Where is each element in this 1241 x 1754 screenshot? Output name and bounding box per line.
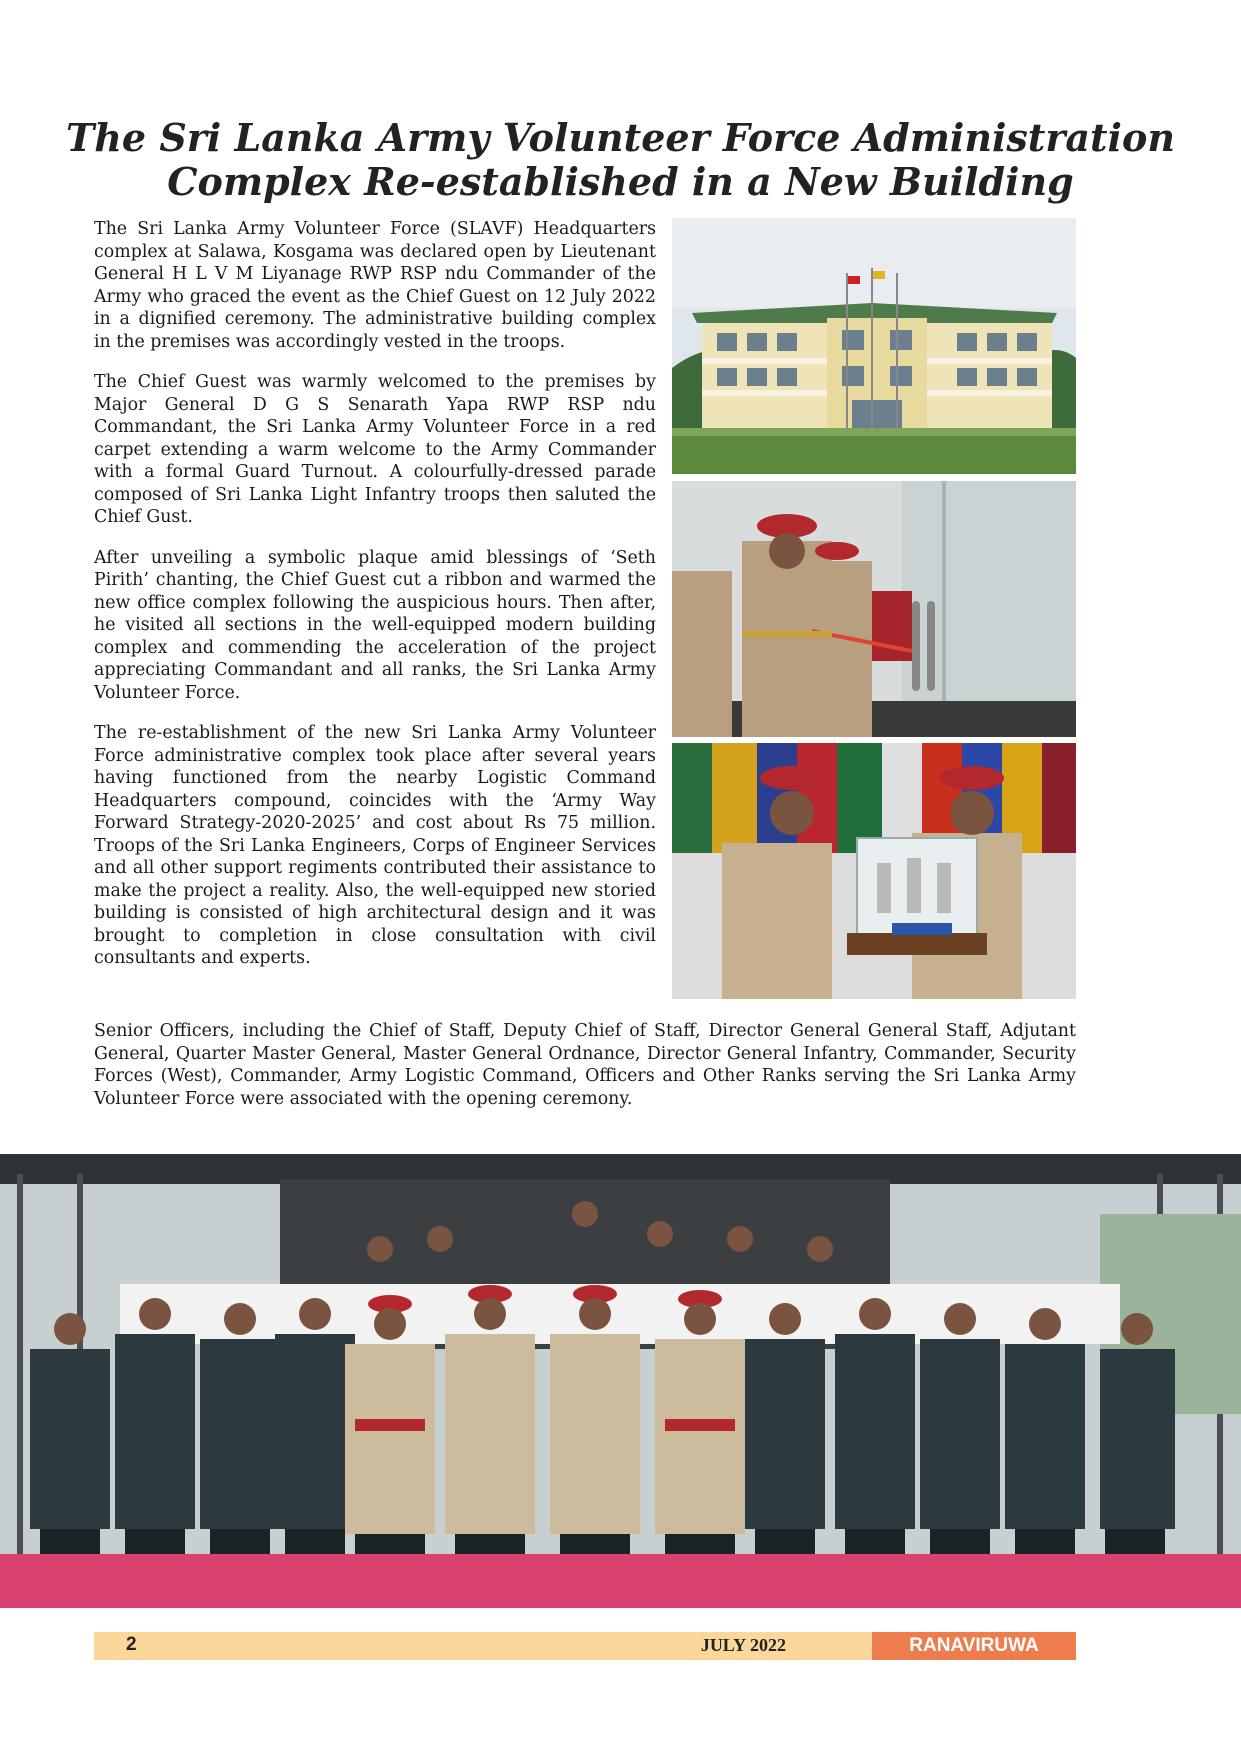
memento-presentation-photo <box>672 743 1076 999</box>
article-body-column <box>94 218 656 988</box>
paragraph-2: The Chief Guest was warmly welcomed to the premises by Major General D G S Senarath Yapa RWP RSP ndu Commandant, the Sri Lanka Army Volunteer Force in a red carpet extending a warm welcome to the Army Commander with a formal Guard Turnout. A colourfully-dressed parade composed of Sri Lanka Light Infantry troops then saluted the Chief Gust. <box>94 372 656 527</box>
title-line-1: The Sri Lanka Army Volunteer Force Administration <box>66 115 1175 160</box>
article-title <box>60 116 1181 204</box>
issue-date: JULY 2022 <box>700 1635 786 1655</box>
ribbon-cutting-photo <box>672 481 1076 737</box>
page-footer <box>94 1632 1076 1660</box>
group-photo <box>0 1154 1241 1608</box>
paragraph-1: The Sri Lanka Army Volunteer Force (SLAVF) Headquarters complex at Salawa, Kosgama was declared open by Lieutenant General H L V M Liyanage RWP RSP ndu Commander of the Army who graced the event as the Chief Guest on 12 July 2022 in a dignified ceremony. The administrative building complex in the premises was accordingly vested in the troops. <box>94 219 656 352</box>
building-exterior-photo <box>672 218 1076 474</box>
title-line-2: Complex Re-established in a New Building <box>167 159 1074 204</box>
paragraph-4: The re-establishment of the new Sri Lanka Army Volunteer Force administrative complex took place after several years having functioned from the nearby Logistic Command Headquarters compound, coincides with the ‘Army Way Forward Strategy-2020-2025’ and cost about Rs 75 million. Troops of the Sri Lanka Engineers, Corps of Engineer Services and all other support regiments contributed their assistance to make the project a reality. Also, the well-equipped new storied building is consisted of high architectural design and it was brought to completion in close consultation with civil consultants and experts. <box>94 723 656 968</box>
page-number: 2 <box>126 1634 137 1655</box>
closing-paragraph: Senior Officers, including the Chief of Staff, Deputy Chief of Staff, Director General General Staff, Adjutant General, Quarter Master General, Master General Ordnance, Director General Infantry, Commander, Security Forces (West), Commander, Army Logistic Command, Officers and Other Ranks serving the Sri Lanka Army Volunteer Force were associated with the opening ceremony. <box>94 1021 1076 1109</box>
paragraph-3: After unveiling a symbolic plaque amid blessings of ‘Seth Pirith’ chanting, the Chief Guest cut a ribbon and warmed the new office complex following the auspicious hours. Then after, he visited all sections in the well-equipped modern building complex and commending the acceleration of the project appreciating Commandant and all ranks, the Sri Lanka Army Volunteer Force. <box>94 547 656 703</box>
publication-name: RANAVIRUWA <box>872 1632 1076 1660</box>
